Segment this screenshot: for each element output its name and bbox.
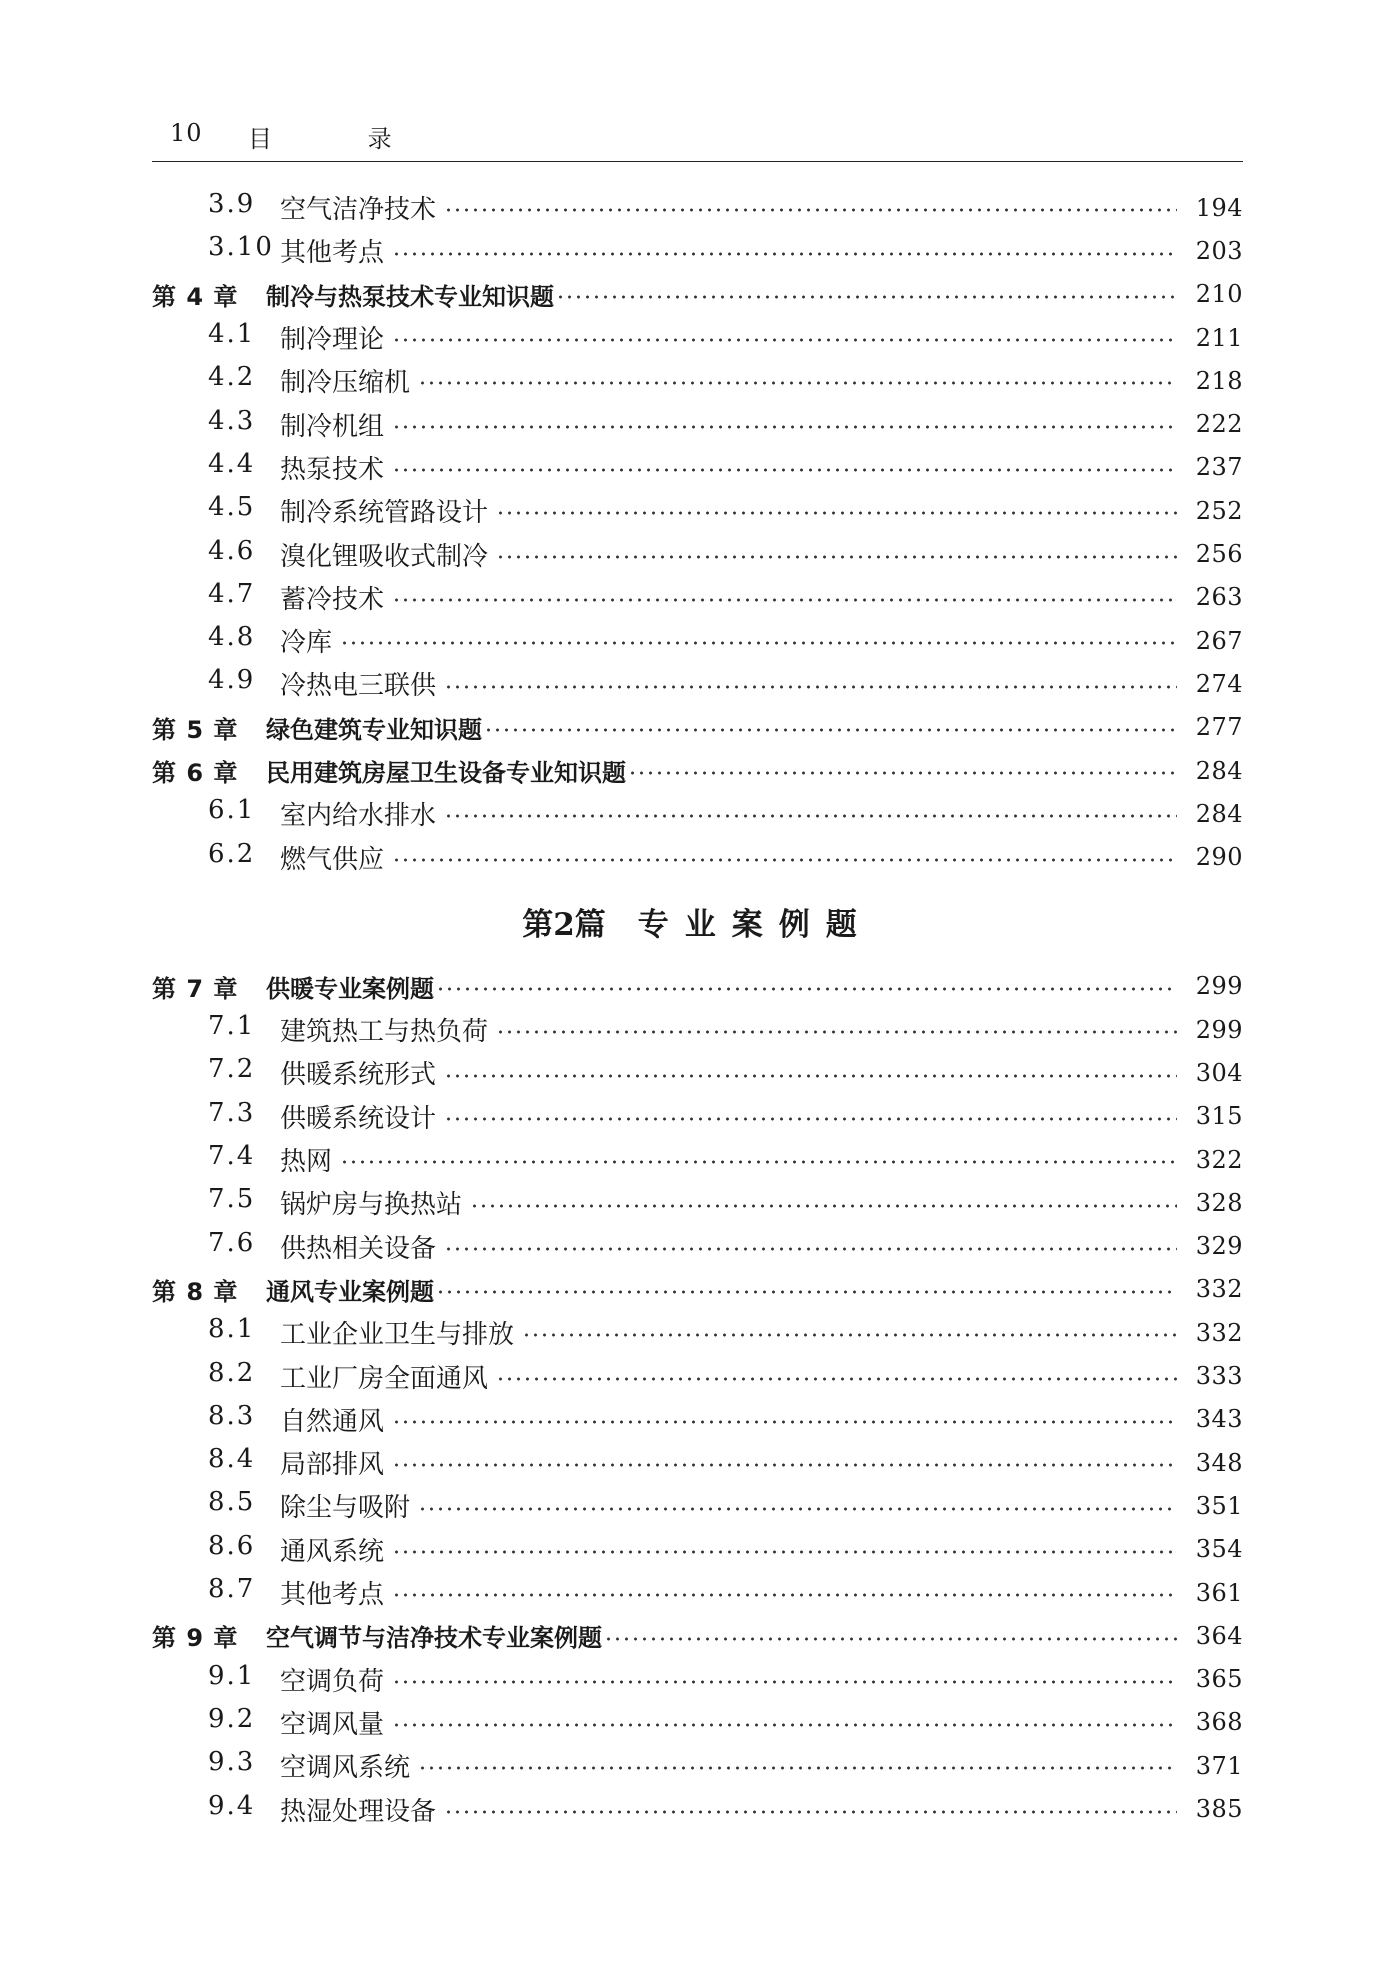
entry-label [152,1054,436,1091]
entry-page-number: 371 [1195,1751,1243,1780]
toc-section-entry[interactable] [152,1095,1243,1138]
entry-label [152,1401,384,1438]
entry-number: 8.7 [208,1574,256,1605]
entry-page-number: 263 [1195,583,1243,612]
entry-label [152,1791,436,1828]
entry-page-number: 284 [1195,756,1243,785]
toc-section-entry[interactable] [152,1354,1243,1397]
entry-title: 供热相关设备 [280,1233,437,1264]
dot-leader [392,576,1177,619]
entry-number: 7.5 [208,1184,256,1215]
toc-section-entry[interactable] [152,1571,1243,1614]
part-number: 第2篇 [522,907,606,944]
entry-title: 绿色建筑专业知识题 [266,715,482,744]
dot-leader [392,1528,1177,1571]
toc-chapter-entry[interactable] [152,965,1243,1008]
entry-number: 8.3 [208,1400,256,1431]
toc-chapter-entry[interactable] [152,273,1243,316]
entry-title: 制冷理论 [280,325,385,356]
entry-page-number: 333 [1195,1362,1243,1391]
entry-title: 通风系统 [280,1536,385,1567]
toc-section-entry[interactable] [152,1181,1243,1224]
entry-page-number: 284 [1195,799,1243,828]
entry-title: 热网 [280,1147,333,1178]
toc-section-entry[interactable] [152,1701,1243,1744]
entry-title: 空调风量 [280,1709,385,1740]
dot-leader [418,1744,1177,1787]
toc-section-entry[interactable] [152,1051,1243,1094]
running-header [152,113,1243,162]
toc-section-entry[interactable] [152,619,1243,662]
dot-leader [444,792,1177,835]
entry-number: 第 7 章 [152,974,239,1003]
entry-label [152,1272,434,1307]
dot-leader [444,662,1177,705]
toc-section-entry[interactable] [152,1311,1243,1354]
entry-page-number: 332 [1195,1275,1243,1304]
entry-label [152,1184,462,1221]
entry-number: 7.6 [208,1227,256,1258]
entry-label [152,319,384,356]
entry-title: 热湿处理设备 [280,1796,437,1827]
page-number: 10 [170,119,203,147]
entry-title: 局部排风 [280,1450,385,1481]
entry-title: 空气调节与洁净技术专业案例题 [266,1624,602,1653]
entry-label [152,795,436,832]
dot-leader [444,186,1177,229]
entry-page-number: 332 [1195,1318,1243,1347]
entry-page-number: 351 [1195,1491,1243,1520]
entry-label [152,1574,384,1611]
entry-number: 第 8 章 [152,1277,239,1306]
dot-leader [392,1571,1177,1614]
entry-number: 8.1 [208,1314,256,1345]
dot-leader [392,835,1177,878]
entry-page-number: 322 [1195,1145,1243,1174]
dot-leader [418,1484,1177,1527]
entry-number: 6.2 [208,838,256,869]
entry-page-number: 274 [1195,669,1243,698]
dot-leader [392,402,1177,445]
entry-page-number: 211 [1195,323,1243,352]
toc-section-entry[interactable] [152,186,1243,229]
entry-number: 3.9 [208,189,256,220]
entry-page-number: 365 [1195,1665,1243,1694]
entry-title: 建筑热工与热负荷 [280,1017,489,1048]
entry-label [152,969,434,1004]
toc-chapter-entry[interactable] [152,1614,1243,1657]
toc-section-entry[interactable] [152,662,1243,705]
entry-page-number: 203 [1195,236,1243,265]
toc-section-entry[interactable] [152,1441,1243,1484]
entry-page-number: 222 [1195,410,1243,439]
entry-title: 制冷压缩机 [280,368,411,399]
entry-number: 4.2 [208,362,256,393]
dot-leader [392,1701,1177,1744]
entry-label [152,406,384,443]
entry-title: 冷热电三联供 [280,671,437,702]
entry-number: 8.4 [208,1444,256,1475]
dot-leader [522,1311,1177,1354]
entry-page-number: 364 [1195,1621,1243,1650]
running-title: 目 录 [248,125,436,153]
entry-title: 制冷与热泵技术专业知识题 [266,282,554,311]
entry-page-number: 329 [1195,1232,1243,1261]
dot-leader [392,316,1177,359]
entry-label [152,449,384,486]
toc-chapter-entry[interactable] [152,706,1243,749]
toc-section-entry[interactable] [152,1225,1243,1268]
dot-leader [340,619,1177,662]
entry-label [152,1618,602,1653]
entry-title: 制冷系统管路设计 [280,498,489,529]
dot-leader [436,1268,1177,1311]
entry-title: 溴化锂吸收式制冷 [280,541,489,572]
entry-label [152,189,436,226]
entry-number: 7.2 [208,1054,256,1085]
part-title: 专业案例题 [637,907,873,944]
dot-leader [418,359,1177,402]
entry-label [152,1141,332,1178]
entry-number: 8.5 [208,1487,256,1518]
entry-label [152,1661,384,1698]
entry-label [152,1487,410,1524]
dot-leader [496,1354,1177,1397]
entry-title: 制冷机组 [280,411,385,442]
entry-page-number: 304 [1195,1058,1243,1087]
entry-label [152,232,384,269]
entry-label [152,1531,384,1568]
entry-label [152,362,410,399]
entry-page-number: 315 [1195,1102,1243,1131]
dot-leader [444,1225,1177,1268]
entry-title: 自然通风 [280,1406,385,1437]
entry-title: 供暖专业案例题 [266,974,434,1003]
entry-label [152,839,384,876]
entry-title: 空调负荷 [280,1666,385,1697]
entry-page-number: 252 [1195,496,1243,525]
toc-section-entry[interactable] [152,229,1243,272]
entry-title: 供暖系统设计 [280,1103,437,1134]
entry-number: 4.4 [208,448,256,479]
dot-leader [444,1787,1177,1830]
entry-page-number: 290 [1195,843,1243,872]
entry-label [152,1444,384,1481]
entry-title: 其他考点 [280,238,385,269]
toc-section-entry[interactable] [152,576,1243,619]
toc-section-entry[interactable] [152,792,1243,835]
entry-label [152,1747,410,1784]
entry-page-number: 277 [1195,713,1243,742]
entry-title: 通风专业案例题 [266,1277,434,1306]
entry-number: 9.1 [208,1660,256,1691]
entry-title: 除尘与吸附 [280,1493,411,1524]
entry-title: 民用建筑房屋卫生设备专业知识题 [266,759,626,787]
entry-page-number: 348 [1195,1448,1243,1477]
toc-section-entry[interactable] [152,1008,1243,1051]
toc-chapter-entry[interactable] [152,749,1243,792]
toc-section-entry[interactable] [152,1658,1243,1701]
toc-section-entry[interactable] [152,1787,1243,1830]
entry-label [152,536,488,573]
entry-number: 4.8 [208,622,256,653]
toc-section-entry[interactable] [152,532,1243,575]
entry-number: 9.3 [208,1747,256,1778]
dot-leader [496,489,1177,532]
entry-page-number: 361 [1195,1578,1243,1607]
entry-page-number: 385 [1195,1795,1243,1824]
toc-section-entry[interactable] [152,1398,1243,1441]
entry-page-number: 267 [1195,626,1243,655]
table-of-contents [152,186,1243,1831]
entry-number: 4.7 [208,578,256,609]
entry-page-number: 194 [1195,193,1243,222]
entry-title: 空气洁净技术 [280,195,437,226]
entry-number: 7.3 [208,1097,256,1128]
entry-label [152,1314,514,1351]
entry-page-number: 218 [1195,366,1243,395]
dot-leader [604,1614,1177,1657]
entry-number: 第 9 章 [152,1624,239,1653]
entry-number: 4.5 [208,492,256,523]
dot-leader [436,965,1177,1008]
entry-label [152,1098,436,1135]
toc-section-entry[interactable] [152,316,1243,359]
entry-page-number: 328 [1195,1188,1243,1217]
entry-page-number: 299 [1195,1015,1243,1044]
dot-leader [392,229,1177,272]
dot-leader [470,1181,1177,1224]
entry-title: 热泵技术 [280,454,385,485]
entry-page-number: 256 [1195,540,1243,569]
entry-title: 燃气供应 [280,844,385,875]
entry-number: 8.2 [208,1357,256,1388]
entry-label [152,277,554,312]
toc-section-entry[interactable] [152,446,1243,489]
entry-title: 工业厂房全面通风 [280,1363,489,1394]
entry-number: 第 5 章 [152,715,239,744]
toc-section-entry[interactable] [152,1484,1243,1527]
entry-label [152,579,384,616]
entry-title: 蓄冷技术 [280,584,385,615]
dot-leader [392,1398,1177,1441]
toc-section-entry[interactable] [152,835,1243,878]
entry-label [152,1228,436,1265]
dot-leader [556,273,1177,316]
toc-section-entry[interactable] [152,1138,1243,1181]
entry-page-number: 210 [1195,280,1243,309]
toc-chapter-entry[interactable] [152,1268,1243,1311]
entry-number: 第 6 章 [152,759,239,787]
entry-label [152,1011,488,1048]
toc-section-entry[interactable] [152,1528,1243,1571]
dot-leader [392,1441,1177,1484]
entry-title: 工业企业卫生与排放 [280,1320,515,1351]
entry-page-number: 368 [1195,1708,1243,1737]
entry-label [152,622,332,659]
dot-leader [496,1008,1177,1051]
entry-number: 4.3 [208,405,256,436]
entry-title: 室内给水排水 [280,801,437,832]
entry-label [152,665,436,702]
dot-leader [340,1138,1177,1181]
dot-leader [484,706,1177,749]
entry-page-number: 299 [1195,972,1243,1001]
dot-leader [496,532,1177,575]
entry-label [152,753,626,788]
entry-title: 锅炉房与换热站 [280,1190,463,1221]
entry-label [152,710,482,745]
toc-section-entry[interactable] [152,402,1243,445]
entry-number: 9.4 [208,1790,256,1821]
dot-leader [392,1658,1177,1701]
entry-number: 4.9 [208,665,256,696]
entry-title: 冷库 [280,628,333,659]
entry-page-number: 343 [1195,1405,1243,1434]
entry-label [152,1358,488,1395]
entry-number: 第 4 章 [152,282,239,311]
entry-page-number: 354 [1195,1535,1243,1564]
entry-number: 4.1 [208,319,256,350]
dot-leader [444,1095,1177,1138]
toc-section-entry[interactable] [152,1744,1243,1787]
entry-number: 6.1 [208,795,256,826]
entry-title: 其他考点 [280,1580,385,1611]
dot-leader [628,749,1177,792]
entry-label [152,1704,384,1741]
toc-section-entry[interactable] [152,489,1243,532]
dot-leader [392,446,1177,489]
entry-number: 7.1 [208,1011,256,1042]
toc-section-entry[interactable] [152,359,1243,402]
entry-number: 7.4 [208,1141,256,1172]
part-heading [152,879,1243,965]
entry-number: 3.10 [208,232,274,263]
entry-title: 空调风系统 [280,1753,411,1784]
entry-title: 供暖系统形式 [280,1060,437,1091]
entry-page-number: 237 [1195,453,1243,482]
dot-leader [444,1051,1177,1094]
entry-number: 9.2 [208,1703,256,1734]
entry-number: 4.6 [208,535,256,566]
entry-label [152,492,488,529]
entry-number: 8.6 [208,1530,256,1561]
